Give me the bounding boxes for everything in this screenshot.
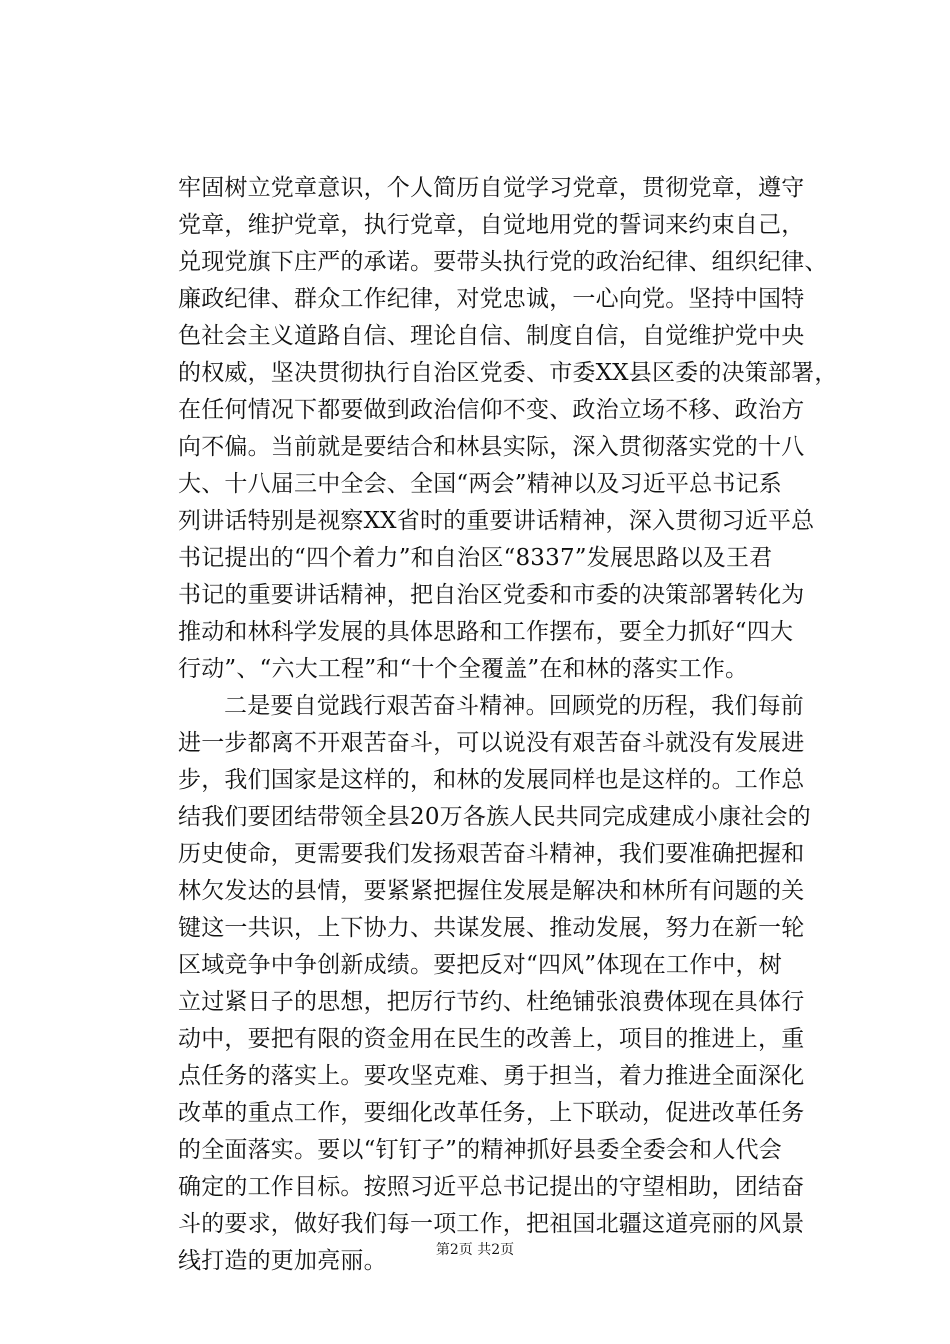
text-line: 历史使命，更需要我们发扬艰苦奋斗精神，我们要准确把握和 [178, 841, 805, 867]
text-line: 林欠发达的县情，要紧紧把握住发展是解决和林所有问题的关 [178, 878, 805, 904]
text-line: 改革的重点工作，要细化改革任务，上下联动，促进改革任务 [178, 1100, 805, 1126]
text-line: 大、十八届三中全会、全国“两会”精神以及习近平总书记系 [178, 471, 782, 497]
text-line: 兑现党旗下庄严的承诺。要带头执行党的政治纪律、组织纪律、 [178, 249, 828, 275]
text-line: 线打造的更加亮丽。 [178, 1248, 387, 1274]
text-line: 进一步都离不开艰苦奋斗，可以说没有艰苦奋斗就没有发展进 [178, 730, 805, 756]
text-line: 廉政纪律、群众工作纪律，对党忠诚，一心向党。坚持中国特 [178, 286, 805, 312]
page-number-footer: 第2页 共2页 [435, 1242, 515, 1258]
text-line: 牢固树立党章意识，个人简历自觉学习党章，贯彻党章，遵守 [178, 175, 805, 201]
text-line: 列讲话特别是视察XX省时的重要讲话精神，深入贯彻习近平总 [178, 508, 815, 534]
text-line: 在任何情况下都要做到政治信仰不变、政治立场不移、政治方 [178, 397, 805, 423]
text-line: 区域竞争中争创新成绩。要把反对“四风”体现在工作中，树 [178, 952, 782, 978]
text-line: 的全面落实。要以“钉钉子”的精神抓好县委全委会和人代会 [178, 1137, 782, 1163]
text-line: 立过紧日子的思想，把厉行节约、杜绝铺张浪费体现在具体行 [178, 989, 805, 1015]
paragraph-first-line: 二是要自觉践行艰苦奋斗精神。回顾党的历程，我们每前 [224, 693, 804, 719]
text-line: 行动”、“六大工程”和“十个全覆盖”在和林的落实工作。 [178, 656, 749, 682]
text-line: 书记提出的“四个着力”和自治区“8337”发展思路以及王君 [178, 545, 773, 571]
text-line: 确定的工作目标。按照习近平总书记提出的守望相助，团结奋 [178, 1174, 805, 1200]
text-line: 党章，维护党章，执行党章，自觉地用党的誓词来约束自己， [178, 212, 805, 238]
document-body [178, 170, 838, 1280]
text-line: 斗的要求，做好我们每一项工作，把祖国北疆这道亮丽的风景 [178, 1211, 805, 1237]
text-line: 结我们要团结带领全县20万各族人民共同完成建成小康社会的 [178, 804, 811, 830]
text-line: 的权威，坚决贯彻执行自治区党委、市委XX县区委的决策部署， [178, 360, 838, 386]
text-line: 推动和林科学发展的具体思路和工作摆布，要全力抓好“四大 [178, 619, 794, 645]
text-line: 书记的重要讲话精神，把自治区党委和市委的决策部署转化为 [178, 582, 805, 608]
text-line: 点任务的落实上。要攻坚克难、勇于担当，着力推进全面深化 [178, 1063, 805, 1089]
text-line: 步，我们国家是这样的，和林的发展同样也是这样的。工作总 [178, 767, 805, 793]
text-line: 动中，要把有限的资金用在民生的改善上，项目的推进上，重 [178, 1026, 805, 1052]
text-line: 键这一共识，上下协力、共谋发展、推动发展，努力在新一轮 [178, 915, 805, 941]
text-line: 向不偏。当前就是要结合和林县实际，深入贯彻落实党的十八 [178, 434, 805, 460]
text-line: 色社会主义道路自信、理论自信、制度自信，自觉维护党中央 [178, 323, 805, 349]
